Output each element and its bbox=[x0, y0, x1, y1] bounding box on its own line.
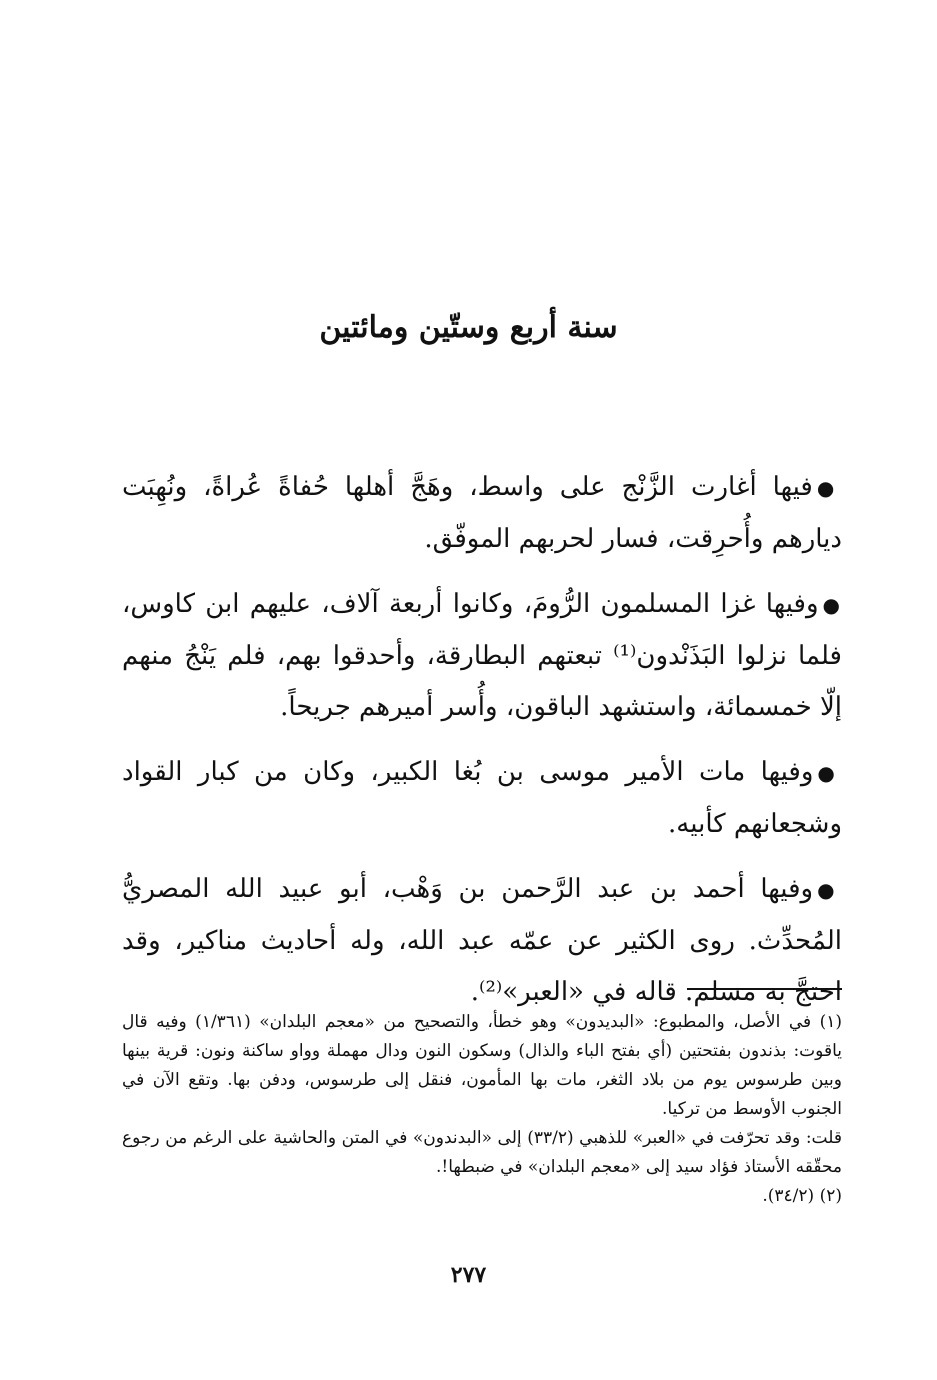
bullet-icon: ● bbox=[822, 593, 842, 617]
bullet-icon: ● bbox=[817, 878, 843, 902]
main-text bbox=[122, 462, 842, 1032]
page-title: سنة أربع وستّين ومائتين bbox=[319, 310, 618, 346]
paragraph-text: وفيها مات الأمير موسى بن بُغا الكبير، وكان من كبار القواد وشجعانهم كأبيه. bbox=[122, 757, 842, 839]
bullet-icon: ● bbox=[816, 476, 843, 500]
footnote: قلت: وقد تحرّفت في «العبر» للذهبي (٣٣/٢) إلى «البدندون» في المتن والحاشية على الرغم من رجوع محقّقه الأستاذ فؤاد سيد إلى «معجم البلدان» في ضبطها!. bbox=[122, 1128, 842, 1177]
paragraph-text: فيها أغارت الزَّنْج على واسط، وهَجَّ أهلها حُفاةً عُراةً، ونُهِبَت ديارهم وأُحرِقت، فسار لحربهم الموفّق. bbox=[122, 472, 842, 554]
footnote: (١) في الأصل، والمطبوع: «البديدون» وهو خطأ، والتصحيح من «معجم البلدان» (١/٣٦١) وفيه قال ياقوت: بذندون بفتحتين (أي بفتح الباء والذال) وسكون النون ودال مهملة وواو ساكنة ونون: قرية بينها وبين طرسوس يوم من بلاد الثغر، مات بها المأمون، فنقل إلى طرسوس، ودفن بها. وتقع الآن في الجنوب الأوسط من تركيا. bbox=[122, 1012, 842, 1119]
bullet-icon: ● bbox=[817, 761, 842, 785]
paragraph bbox=[122, 864, 842, 1018]
paragraph bbox=[122, 579, 842, 733]
page-number: ٢٧٧ bbox=[450, 1262, 487, 1288]
footnotes bbox=[122, 1008, 842, 1211]
footnote: (٢) (٣٤/٢). bbox=[762, 1186, 842, 1206]
paragraph-text: وفيها غزا المسلمون الرُّومَ، وكانوا أربعة آلاف، عليهم ابن كاوس، فلما نزلوا البَذَنْدون⁽¹⁾ تبعتهم البطارقة، وأحدقوا بهم، فلم يَنْجُ منهم إلّا خمسمائة، واستشهد الباقون، وأُسر أميرهم جريحاً. bbox=[122, 589, 842, 722]
paragraph bbox=[122, 747, 842, 850]
paragraph-text: وفيها أحمد بن عبد الرَّحمن بن وَهْب، أبو عبيد الله المصريُّ المُحدِّث. روى الكثير عن عمّه عبد الله، وله أحاديث مناكير، وقد احتجَّ به مسلم. قاله في «العبر»⁽²⁾. bbox=[122, 874, 842, 1007]
footnote-divider bbox=[687, 988, 842, 990]
paragraph bbox=[122, 462, 842, 565]
